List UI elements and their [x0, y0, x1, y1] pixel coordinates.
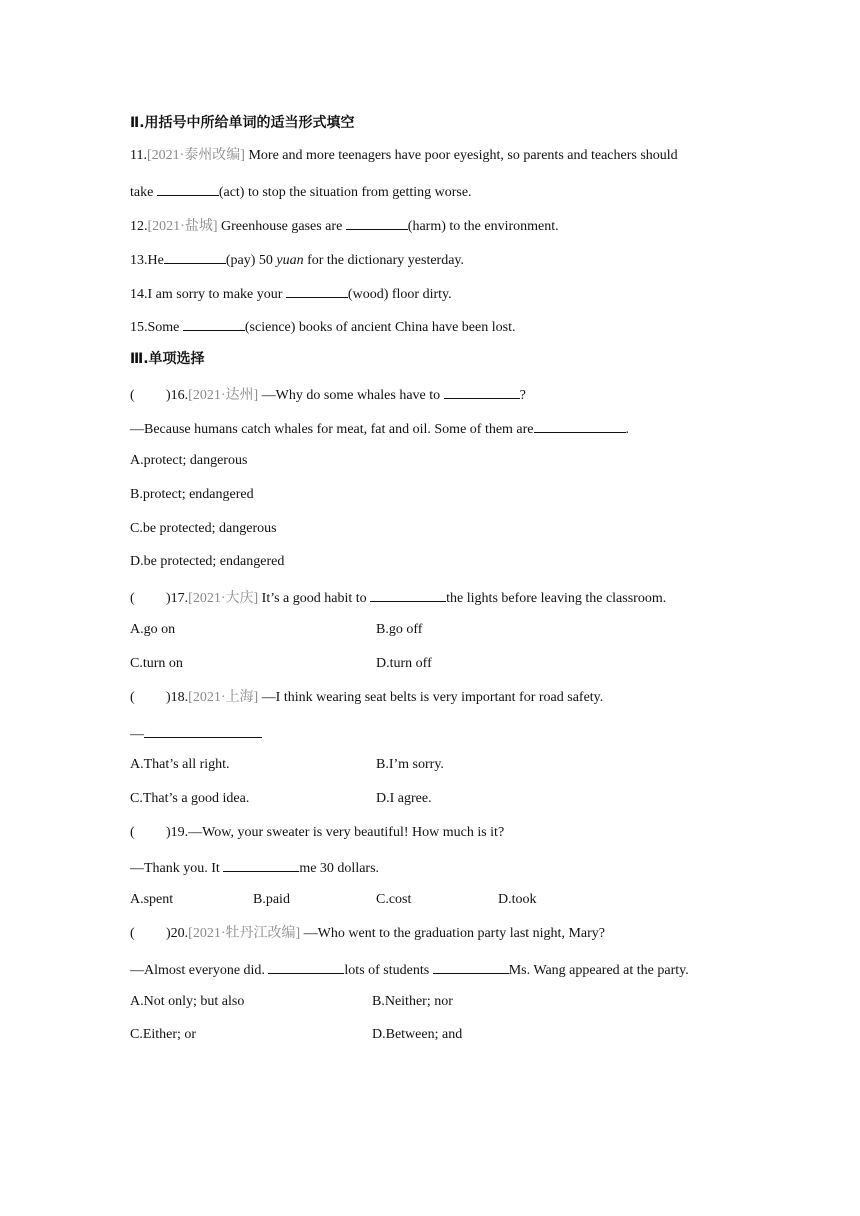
question-19-line2	[130, 857, 379, 878]
q17-option-c[interactable]: C.turn on	[130, 656, 183, 671]
q18-source: [2021·上海]	[188, 690, 259, 705]
q17-option-d[interactable]: D.turn off	[376, 656, 432, 671]
q20-option-b[interactable]: B.Neither; nor	[372, 994, 453, 1009]
q19-option-a[interactable]: A.spent	[130, 892, 174, 907]
q18-option-a[interactable]: A.That’s all right.	[130, 757, 230, 772]
q17-paren[interactable]: (	[130, 591, 135, 606]
question-11-line1	[130, 147, 678, 165]
q16-close: )16.	[166, 388, 189, 403]
q16-blank-2[interactable]	[534, 418, 626, 433]
q11-number: 11.	[130, 148, 147, 163]
q16-source: [2021·达州]	[188, 388, 259, 403]
q13-post-a: (pay) 50	[225, 253, 277, 268]
section2-title: Ⅱ.用括号中所给单词的适当形式填空	[130, 115, 355, 131]
q18-close: )18.	[166, 690, 189, 705]
question-20	[130, 925, 605, 943]
q18-blank[interactable]	[144, 723, 262, 738]
q16-line2-post: .	[625, 422, 630, 437]
question-18-line2	[130, 723, 262, 744]
q14-pre: 14.I am sorry to make your	[130, 287, 286, 302]
q17-blank[interactable]	[370, 587, 446, 602]
q17-option-b[interactable]: B.go off	[376, 622, 423, 637]
question-19	[130, 824, 504, 842]
q17-close: )17.	[166, 591, 189, 606]
q17-post: the lights before leaving the classroom.	[446, 591, 667, 606]
section3-title: Ⅲ.单项选择	[130, 351, 205, 367]
q13-pre: 13.He	[130, 253, 164, 268]
q19-blank[interactable]	[223, 857, 299, 872]
question-11-line2	[130, 181, 472, 202]
q12-source: [2021·盐城]	[147, 219, 218, 234]
q15-blank[interactable]	[183, 316, 245, 331]
q17-source: [2021·大庆]	[188, 591, 259, 606]
q16-option-d[interactable]: D.be protected; endangered	[130, 554, 285, 569]
question-20-line2	[130, 959, 689, 980]
q16-line2-pre: —Because humans catch whales for meat, fat and oil. Some of them are	[130, 422, 534, 437]
q19-line2-post: me 30 dollars.	[299, 861, 380, 876]
question-15	[130, 316, 515, 337]
q12-number: 12.	[130, 219, 148, 234]
q18-line2-pre: —	[130, 727, 144, 742]
q11-text-b-post: (act) to stop the situation from getting worse.	[218, 185, 472, 200]
q11-text-b-pre: take	[130, 185, 157, 200]
q11-text-a: More and more teenagers have poor eyesight, so parents and teachers should	[244, 148, 678, 163]
question-13	[130, 249, 464, 270]
q19-option-c[interactable]: C.cost	[376, 892, 412, 907]
q12-post: (harm) to the environment.	[407, 219, 559, 234]
q18-option-b[interactable]: B.I’m sorry.	[376, 757, 444, 772]
q20-option-d[interactable]: D.Between; and	[372, 1027, 463, 1042]
q15-post: (science) books of ancient China have been lost.	[244, 320, 516, 335]
q13-yuan: yuan	[276, 253, 304, 268]
q16-paren[interactable]: (	[130, 388, 135, 403]
q18-option-d[interactable]: D.I agree.	[376, 791, 432, 806]
q12-blank[interactable]	[346, 215, 408, 230]
q14-blank[interactable]	[286, 283, 348, 298]
q20-blank-2[interactable]	[433, 959, 509, 974]
q19-option-b[interactable]: B.paid	[253, 892, 290, 907]
q11-blank[interactable]	[157, 181, 219, 196]
q18-option-c[interactable]: C.That’s a good idea.	[130, 791, 250, 806]
q20-source: [2021·牡丹江改编]	[188, 926, 301, 941]
question-17	[130, 587, 666, 608]
q16-blank[interactable]	[444, 384, 520, 399]
q20-text: —Who went to the graduation party last night, Mary?	[300, 926, 605, 941]
q20-option-a[interactable]: A.Not only; but also	[130, 994, 245, 1009]
q19-paren[interactable]: (	[130, 825, 135, 840]
q18-text: —I think wearing seat belts is very important for road safety.	[258, 690, 604, 705]
q20-line2-a: —Almost everyone did.	[130, 963, 269, 978]
q16-pre: —Why do some whales have to	[258, 388, 444, 403]
q19-line2-pre: —Thank you. It	[130, 861, 224, 876]
q12-pre: Greenhouse gases are	[217, 219, 346, 234]
q16-option-b[interactable]: B.protect; endangered	[130, 487, 254, 502]
q13-blank[interactable]	[164, 249, 226, 264]
q20-close: )20.	[166, 926, 189, 941]
question-14	[130, 283, 452, 304]
q16-option-c[interactable]: C.be protected; dangerous	[130, 521, 277, 536]
q17-pre: It’s a good habit to	[258, 591, 371, 606]
q16-option-a[interactable]: A.protect; dangerous	[130, 453, 248, 468]
q19-option-d[interactable]: D.took	[498, 892, 537, 907]
q15-pre: 15.Some	[130, 320, 183, 335]
q20-paren[interactable]: (	[130, 926, 135, 941]
question-18	[130, 689, 603, 707]
q20-blank-1[interactable]	[268, 959, 344, 974]
q13-post-b: for the dictionary yesterday.	[303, 253, 465, 268]
q19-close: )19.—Wow, your sweater is very beautiful! How much is it?	[166, 825, 505, 840]
q20-line2-b: lots of students	[344, 963, 433, 978]
q20-option-c[interactable]: C.Either; or	[130, 1027, 197, 1042]
q17-option-a[interactable]: A.go on	[130, 622, 176, 637]
question-16	[130, 384, 526, 405]
q16-post: ?	[519, 388, 526, 403]
question-16-line2	[130, 418, 629, 439]
q11-source: [2021·泰州改编]	[146, 148, 245, 163]
q14-post: (wood) floor dirty.	[347, 287, 452, 302]
q20-line2-c: Ms. Wang appeared at the party.	[508, 963, 689, 978]
q18-paren[interactable]: (	[130, 690, 135, 705]
question-12	[130, 215, 559, 236]
